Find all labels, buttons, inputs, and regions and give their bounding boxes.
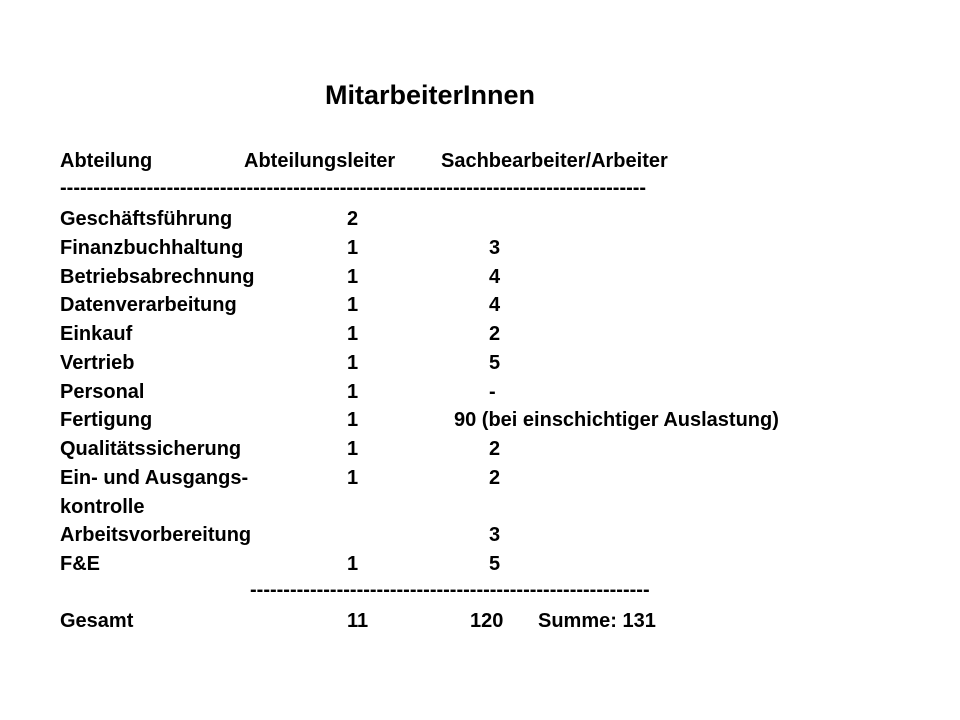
header-department: Abteilung: [60, 150, 153, 172]
row-department: Geschäftsführung: [60, 208, 233, 230]
row-department: F&E: [60, 553, 100, 575]
header-staff: Sachbearbeiter/Arbeiter: [441, 150, 668, 172]
row-leaders: 1: [347, 352, 359, 374]
page-title: MitarbeiterInnen: [324, 80, 536, 110]
row-department: Datenverarbeitung: [60, 294, 237, 316]
row-staff: 5: [489, 352, 501, 374]
row-staff: 4: [489, 266, 501, 288]
header-leaders: Abteilungsleiter: [244, 150, 396, 172]
row-department: Betriebsabrechnung: [60, 266, 255, 288]
row-department: Einkauf: [60, 323, 133, 345]
row-leaders: 1: [347, 266, 359, 288]
row-staff: 5: [489, 553, 501, 575]
total-staff: 120: [470, 610, 504, 632]
total-label: Gesamt: [60, 610, 134, 632]
row-leaders: 1: [347, 381, 359, 403]
row-staff: 3: [489, 237, 501, 259]
row-department: Personal: [60, 381, 145, 403]
row-department: Arbeitsvorbereitung: [60, 524, 252, 546]
row-department: Finanzbuchhaltung: [60, 237, 244, 259]
row-leaders: 1: [347, 438, 359, 460]
row-leaders: 2: [347, 208, 359, 230]
row-leaders: 1: [347, 237, 359, 259]
total-leaders: 11: [347, 610, 369, 632]
row-staff: 2: [489, 438, 501, 460]
row-leaders: 1: [347, 323, 359, 345]
row-staff: 2: [489, 323, 501, 345]
row-staff: -: [489, 381, 496, 403]
row-staff: 4: [489, 294, 501, 316]
total-sum: Summe: 131: [538, 610, 656, 632]
row-leaders: 1: [347, 553, 359, 575]
separator-bottom: ------------------------------------------------------------: [250, 580, 650, 600]
row-leaders: 1: [347, 409, 359, 431]
row-leaders: 1: [347, 294, 359, 316]
row-staff: 3: [489, 524, 501, 546]
row-staff: 90 (bei einschichtiger Auslastung): [454, 409, 779, 431]
row-department: Ein- und Ausgangs-: [60, 467, 249, 489]
row-staff: 2: [489, 467, 501, 489]
row-department: Fertigung: [60, 409, 153, 431]
row-department: Qualitätssicherung: [60, 438, 242, 460]
separator-top: ----------------------------------------------------------------------------------------: [60, 178, 647, 198]
row-leaders: 1: [347, 467, 359, 489]
row-department: Vertrieb: [60, 352, 135, 374]
row-department: kontrolle: [60, 496, 145, 518]
